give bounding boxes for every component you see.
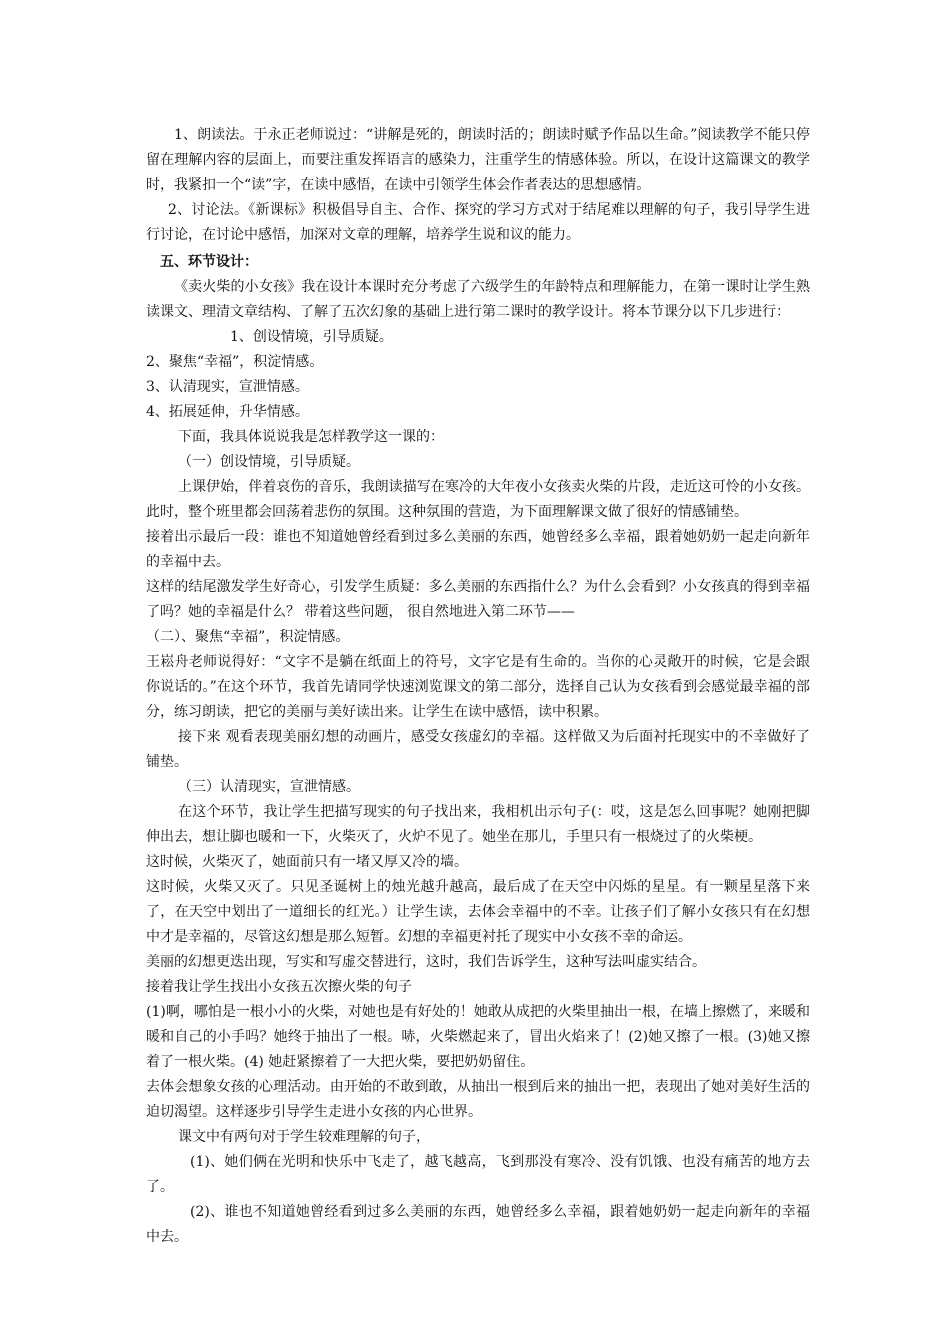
subheading-part-1: （一）创设情境，引导质疑。 <box>178 454 360 470</box>
document-body <box>146 123 810 1250</box>
paragraph-transition: 下面，我具体说说我是怎样教学这一课的： <box>178 429 444 445</box>
paragraph-five-matches: (1)啊，哪怕是一根小小的火柴，对她也是有好处的！她敢从成把的火柴里抽出一根，在墙上擦燃了，来暖和暖和自己的小手吗？她终于抽出了一根。哧，火柴燃起来了，冒出火焰来了！(2)她又擦了一根。(3)她又擦着了一根火柴。(4) 她赶紧擦着了一大把火柴，要把奶奶留住。 <box>146 1004 810 1070</box>
paragraph-part-1-opening: 上课伊始，伴着哀伤的音乐，我朗读描写在寒冷的大年夜小女孩卖火柴的片段，走近这可怜的小女孩。此时，整个班里都会回荡着悲伤的氛围。这种氛围的营造，为下面理解课文做了很好的情感铺垫。 <box>146 479 810 520</box>
paragraph-five-matches-intro: 接着我让学生找出小女孩五次擦火柴的句子 <box>146 979 412 995</box>
paragraph-questions: 这样的结尾激发学生好奇心，引发学生质疑：多么美丽的东西指什么？为什么会看到？小女孩真的得到幸福了吗？她的幸福是什么？ 带着这些问题， 很自然地进入第二环节—— <box>146 579 810 620</box>
paragraph-reading-method: 1、朗读法。于永正老师说过：“讲解是死的，朗读时活的；朗读时赋予作品以生命。”阅读教学不能只停留在理解内容的层面上，而要注重发挥语言的感染力，注重学生的情感体验。所以，在设计这篇课文的教学时，我紧扣一个“读”字，在读中感悟，在读中引领学生体会作者表达的思想感情。 <box>146 127 810 193</box>
subheading-part-3: （三）认清现实，宣泄情感。 <box>178 779 360 795</box>
paragraph-animation: 接下来 观看表现美丽幻想的动画片，感受女孩虚幻的幸福。这样做又为后面衬托现实中的不幸做好了铺垫。 <box>146 729 810 770</box>
paragraph-star: 这时候，火柴又灭了。只见圣诞树上的烛光越升越高，最后成了在天空中闪烁的星星。有一颗星星落下来了，在天空中划出了一道细长的红光。）让学生读，去体会幸福中的不幸。让孩子们了解小女孩只有在幻想中才是幸福的，尽管这幻想是那么短暂。幻想的幸福更衬托了现实中小女孩不幸的命运。 <box>146 879 810 945</box>
paragraph-psychology: 去体会想象女孩的心理活动。由开始的不敢到敢，从抽出一根到后来的抽出一把，表现出了她对美好生活的迫切渴望。这样逐步引导学生走进小女孩的内心世界。 <box>146 1079 810 1120</box>
paragraph-last-section: 接着出示最后一段：谁也不知道她曾经看到过多么美丽的东西，她曾经多么幸福，跟着她奶奶一起走向新年的幸福中去。 <box>146 529 810 570</box>
paragraph-wall: 这时候，火柴灭了，她面前只有一堵又厚又冷的墙。 <box>146 854 468 870</box>
paragraph-design-intro: 《卖火柴的小女孩》我在设计本课时充分考虑了六级学生的年龄特点和理解能力，在第一课时让学生熟读课文、理清文章结构、了解了五次幻象的基础上进行第二课时的教学设计。将本节课分以下几步进行： <box>146 279 810 320</box>
difficult-sentence-1: (1)、她们俩在光明和快乐中飞走了，越飞越高，飞到那没有寒冷、没有饥饿、也没有痛苦的地方去了。 <box>146 1154 810 1195</box>
paragraph-real-virtual: 美丽的幻想更迭出现，写实和写虚交替进行，这时，我们告诉学生，这种写法叫虚实结合。 <box>146 954 706 970</box>
paragraph-quote-wang: 王崧舟老师说得好：“文字不是躺在纸面上的符号，文字它是有生命的。当你的心灵敞开的时候，它是会跟你说话的。”在这个环节，我首先请同学快速浏览课文的第二部分，选择自己认为女孩看到会感觉最幸福的部分，练习朗读，把它的美丽与美好读出来。让学生在读中感悟，读中积累。 <box>146 654 810 720</box>
step-4: 4、拓展延伸，升华情感。 <box>146 404 309 420</box>
difficult-sentence-2: (2)、谁也不知道她曾经看到过多么美丽的东西，她曾经多么幸福，跟着她奶奶一起走向新年的幸福中去。 <box>146 1204 810 1245</box>
subheading-part-2: （二）、聚焦“幸福”，积淀情感。 <box>146 629 350 645</box>
step-1: 1、创设情境，引导质疑。 <box>230 329 393 345</box>
step-3: 3、认清现实，宣泄情感。 <box>146 379 309 395</box>
step-2: 2、聚焦“幸福”，积淀情感。 <box>146 354 324 370</box>
paragraph-difficult-sentences: 课文中有两句对于学生较难理解的句子， <box>178 1129 430 1145</box>
paragraph-discussion-method: 2、讨论法。《新课标》积极倡导自主、合作、探究的学习方式对于结尾难以理解的句子，我引导学生进行讨论，在讨论中感悟，加深对文章的理解，培养学生说和议的能力。 <box>146 202 810 243</box>
section-heading-design: 五、环节设计： <box>160 254 258 270</box>
paragraph-reality-sentences: 在这个环节，我让学生把描写现实的句子找出来，我相机出示句子(：哎，这是怎么回事呢？她刚把脚伸出去，想让脚也暖和一下，火柴灭了，火炉不见了。她坐在那儿，手里只有一根烧过了的火柴梗。 <box>146 804 810 845</box>
